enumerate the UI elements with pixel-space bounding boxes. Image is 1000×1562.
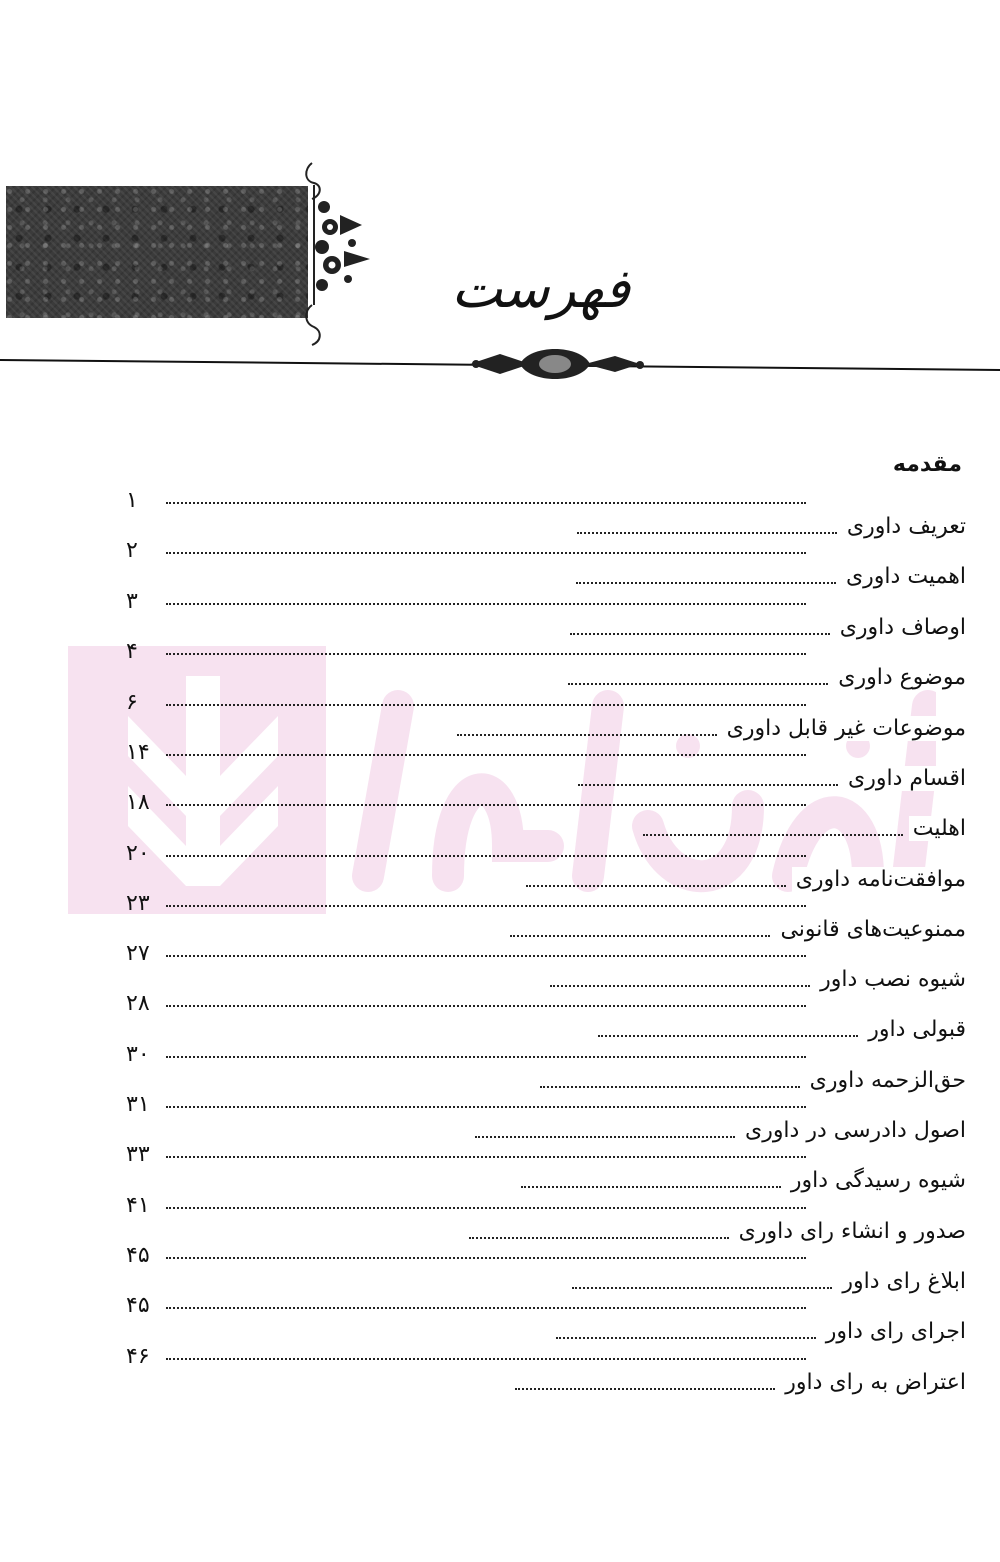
dot-leader xyxy=(166,1207,806,1209)
toc-entry-title xyxy=(741,1118,966,1144)
toc-entry[interactable] xyxy=(126,740,966,792)
toc-entry-title xyxy=(781,1370,966,1396)
dot-leader xyxy=(568,683,828,685)
toc-entry-title xyxy=(844,766,966,792)
toc-entry[interactable] xyxy=(126,1243,966,1295)
dot-leader xyxy=(166,1307,806,1309)
toc-entry[interactable] xyxy=(126,1344,966,1396)
toc-page-number: ۲۰ xyxy=(126,841,150,866)
dot-leader xyxy=(166,704,806,706)
toc-entry[interactable] xyxy=(126,538,966,590)
dot-leader xyxy=(577,532,837,534)
dot-leader xyxy=(166,502,806,504)
dot-leader xyxy=(166,603,806,605)
toc-entry-title xyxy=(735,1219,966,1245)
toc-entry[interactable] xyxy=(126,991,966,1043)
dot-leader xyxy=(166,804,806,806)
toc-entry-title xyxy=(834,665,966,691)
toc-page-number: ۳۱ xyxy=(126,1092,150,1117)
toc-entry-label: موضوعات غیر قابل داوری xyxy=(723,716,966,741)
dot-leader xyxy=(166,653,806,655)
toc-entry-label: موافقت‌نامه داوری xyxy=(792,867,966,892)
toc-entry[interactable] xyxy=(126,488,966,540)
toc-entry-label: اقسام داوری xyxy=(844,766,966,791)
toc-entry[interactable] xyxy=(126,1092,966,1144)
toc-entry-label: شیوه رسیدگی داور xyxy=(787,1168,966,1193)
dot-leader xyxy=(166,1358,806,1360)
toc-page-number: ۳۳ xyxy=(126,1142,150,1167)
toc-entry-title xyxy=(723,716,966,742)
toc-entry-label: اهلیت xyxy=(909,816,966,841)
toc-entry-title xyxy=(836,615,966,641)
dot-leader xyxy=(570,633,830,635)
toc-page-number: ۳ xyxy=(126,589,138,614)
dot-leader xyxy=(515,1388,775,1390)
toc-page-number: ۲۷ xyxy=(126,941,150,966)
toc-entry[interactable] xyxy=(126,891,966,943)
toc-entry[interactable] xyxy=(126,790,966,842)
toc-page-number: ۳۰ xyxy=(126,1042,150,1067)
toc-page-number: ۱۴ xyxy=(126,740,150,765)
dot-leader xyxy=(521,1186,781,1188)
toc-page-number: ۱۸ xyxy=(126,790,150,815)
dot-leader xyxy=(166,1156,806,1158)
dot-leader xyxy=(475,1136,735,1138)
toc-page-number: ۶ xyxy=(126,690,138,715)
dot-leader xyxy=(457,734,717,736)
dot-leader xyxy=(166,754,806,756)
toc-entry-label: اصول دادرسی در داوری xyxy=(741,1118,966,1143)
dot-leader xyxy=(598,1035,858,1037)
toc-entry-title xyxy=(838,1269,966,1295)
floral-ornament-icon xyxy=(300,155,372,350)
toc-entry-title xyxy=(806,1068,966,1094)
toc-page-number: ۴۱ xyxy=(126,1193,150,1218)
toc-entry-label: حق‌الزحمه داوری xyxy=(806,1068,966,1093)
toc-entry-label: شیوه نصب داور xyxy=(816,967,966,992)
toc-entry-title xyxy=(909,816,966,842)
dot-leader xyxy=(643,834,903,836)
dot-leader xyxy=(166,855,806,857)
toc-entry-title xyxy=(864,1017,966,1043)
toc-entry-label: صدور و انشاء رای داوری xyxy=(735,1219,966,1244)
toc-entry-title xyxy=(842,564,966,590)
toc-page-number: ۴۵ xyxy=(126,1243,150,1268)
toc-entry-title xyxy=(816,967,966,993)
toc-entry[interactable] xyxy=(126,1142,966,1194)
dot-leader xyxy=(469,1237,729,1239)
toc-entry[interactable] xyxy=(126,690,966,742)
toc-entry-title xyxy=(792,867,966,893)
toc-entry[interactable] xyxy=(126,1193,966,1245)
toc-entry-label: ابلاغ رای داور xyxy=(838,1269,966,1294)
toc-entry-label: تعریف داوری xyxy=(843,514,966,539)
toc-entry-title xyxy=(822,1319,966,1345)
toc-entry-title xyxy=(843,514,966,540)
dot-leader xyxy=(556,1337,816,1339)
dot-leader xyxy=(166,905,806,907)
section-heading: مقدمه xyxy=(892,452,962,477)
dot-leader xyxy=(166,1005,806,1007)
dot-leader xyxy=(578,784,838,786)
toc-entry[interactable] xyxy=(126,841,966,893)
toc-page-number: ۲۳ xyxy=(126,891,150,916)
dot-leader xyxy=(166,955,806,957)
dot-leader xyxy=(572,1287,832,1289)
toc-entry-label: موضوع داوری xyxy=(834,665,966,690)
toc-page-number: ۴۶ xyxy=(126,1344,150,1369)
toc-entry[interactable] xyxy=(126,589,966,641)
toc-entry-label: اهمیت داوری xyxy=(842,564,966,589)
ornamental-divider-icon xyxy=(0,330,1000,390)
dot-leader xyxy=(510,935,770,937)
toc-entry[interactable] xyxy=(126,941,966,993)
toc-entry[interactable] xyxy=(126,1042,966,1094)
toc-entry-label: اجرای رای داور xyxy=(822,1319,966,1344)
toc-entry-label: ممنوعیت‌های قانونی xyxy=(776,917,966,942)
toc-entry-label: اعتراض به رای داور xyxy=(781,1370,966,1395)
toc-page-number: ۲ xyxy=(126,538,138,563)
toc-entry-title xyxy=(787,1168,966,1194)
decorative-banner xyxy=(6,186,308,318)
dot-leader xyxy=(576,582,836,584)
toc-page-number: ۴۵ xyxy=(126,1293,150,1318)
dot-leader xyxy=(166,1257,806,1259)
toc-page-number: ۱ xyxy=(126,488,138,513)
toc-entry[interactable] xyxy=(126,639,966,691)
dot-leader xyxy=(526,885,786,887)
toc-entry-label: اوصاف داوری xyxy=(836,615,966,640)
dot-leader xyxy=(550,985,810,987)
dot-leader xyxy=(540,1086,800,1088)
toc-entry-title xyxy=(776,917,966,943)
toc-entry[interactable] xyxy=(126,1293,966,1345)
page-title: فهرست xyxy=(451,257,630,320)
dot-leader xyxy=(166,1056,806,1058)
toc-page-number: ۲۸ xyxy=(126,991,150,1016)
toc-page-number: ۴ xyxy=(126,639,138,664)
toc-entry-label: قبولی داور xyxy=(864,1017,966,1042)
dot-leader xyxy=(166,552,806,554)
dot-leader xyxy=(166,1106,806,1108)
